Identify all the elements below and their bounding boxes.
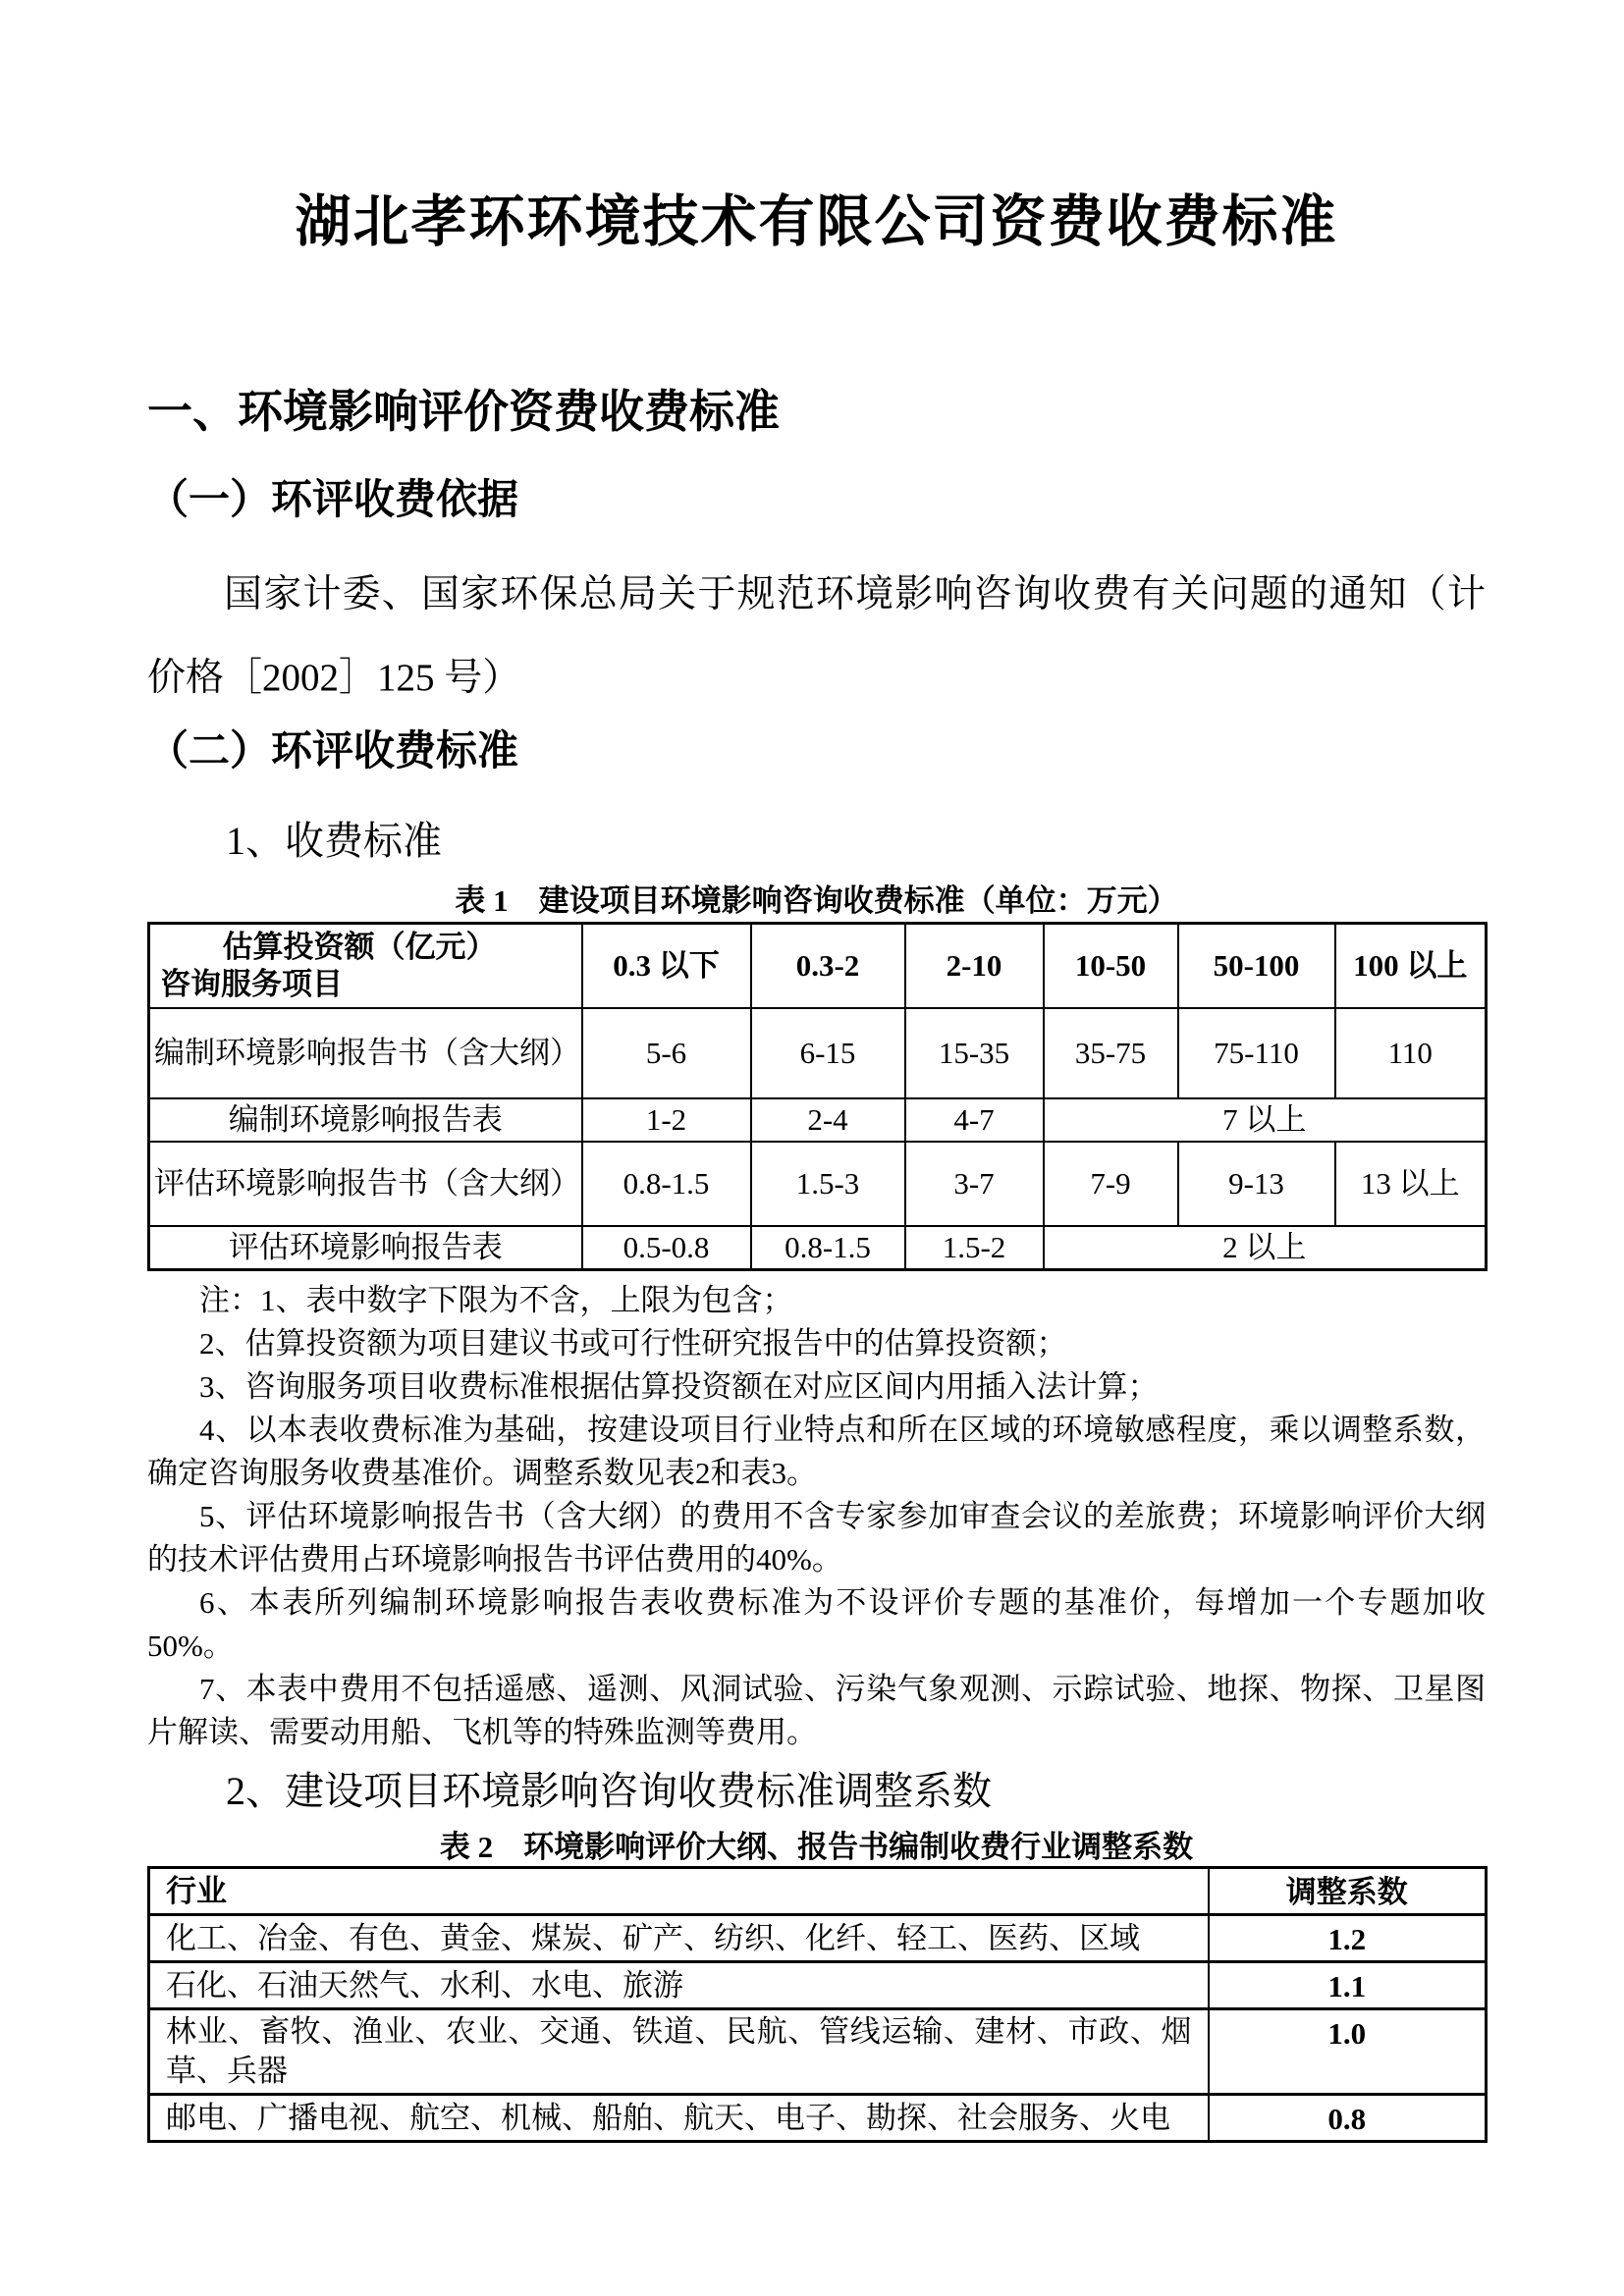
table1-cell: 1-2 — [582, 1098, 751, 1142]
table1-cell: 15-35 — [905, 1008, 1044, 1098]
coefficient-cell: 1.0 — [1209, 2009, 1487, 2095]
table1-col-header: 10-50 — [1044, 924, 1178, 1009]
table1-row — [149, 1142, 1487, 1226]
table1-cell: 7-9 — [1044, 1142, 1178, 1226]
table2-col-header-industry: 行业 — [149, 1868, 1209, 1915]
table1-cell: 110 — [1335, 1008, 1487, 1098]
table2-caption: 表 2 环境影响评价大纲、报告书编制收费行业调整系数 — [439, 1830, 1194, 1864]
table1-cell: 4-7 — [905, 1098, 1044, 1142]
table1-corner-cell — [149, 924, 582, 1009]
table1-cell: 5-6 — [582, 1008, 751, 1098]
table1-cell: 1.5-2 — [905, 1226, 1044, 1270]
table1-col-header: 50-100 — [1178, 924, 1335, 1009]
table1-row-label: 编制环境影响报告书（含大纲） — [149, 1008, 582, 1098]
paragraph-fee-basis: 国家计委、国家环保总局关于规范环境影响咨询收费有关问题的通知（计价格［2002］125 号） — [147, 573, 1486, 699]
industry-cell: 石化、石油天然气、水利、水电、旅游 — [149, 1962, 1209, 2009]
table1-cell: 1.5-3 — [751, 1142, 905, 1226]
table1-cell: 75-110 — [1178, 1008, 1335, 1098]
table2-row — [149, 2009, 1487, 2095]
table1-caption: 表 1 建设项目环境影响咨询收费标准（单位：万元） — [455, 883, 1178, 918]
table2-header-row — [149, 1868, 1487, 1915]
industry-coefficient-table — [147, 1866, 1488, 2143]
table1-cell: 0.8-1.5 — [751, 1226, 905, 1270]
table1-note-5: 5、评估环境影响报告书（含大纲）的费用不含专家参加审查会议的差旅费；环境影响评价大纲的技术评估费用占环境影响报告书评估费用的40%。 — [147, 1499, 1486, 1576]
table1-row-label: 评估环境影响报告书（含大纲） — [149, 1142, 582, 1226]
table1-cell: 0.8-1.5 — [582, 1142, 751, 1226]
table1-note-3: 3、咨询服务项目收费标准根据估算投资额在对应区间内用插入法计算； — [199, 1369, 1159, 1404]
coefficient-cell: 0.8 — [1209, 2095, 1487, 2142]
table1-row-label: 评估环境影响报告表 — [149, 1226, 582, 1270]
corner-label-investment: 估算投资额（亿元） — [222, 930, 497, 964]
table1-cell: 0.5-0.8 — [582, 1226, 751, 1270]
coefficient-cell: 1.1 — [1209, 1962, 1487, 2009]
industry-cell: 化工、冶金、有色、黄金、煤炭、矿产、纺织、化纤、轻工、医药、区域 — [149, 1915, 1209, 1962]
table2-row — [149, 2095, 1487, 2142]
table1-cell: 2-4 — [751, 1098, 905, 1142]
table1-merged-cell: 7 以上 — [1044, 1098, 1487, 1142]
table1-note-7: 7、本表中费用不包括遥感、遥测、风洞试验、污染气象观测、示踪试验、地探、物探、卫星图片解读、需要动用船、飞机等的特殊监测等费用。 — [147, 1672, 1486, 1749]
industry-cell: 林业、畜牧、渔业、农业、交通、铁道、民航、管线运输、建材、市政、烟草、兵器 — [149, 2009, 1209, 2095]
table1-note-2: 2、估算投资额为项目建议书或可行性研究报告中的估算投资额； — [199, 1326, 1067, 1361]
table1-row — [149, 1008, 1487, 1098]
corner-label-service: 咨询服务项目 — [160, 967, 343, 1001]
table1-cell: 6-15 — [751, 1008, 905, 1098]
table1-note-1: 注：1、表中数字下限为不含，上限为包含； — [199, 1283, 793, 1317]
table1-row — [149, 1098, 1487, 1142]
industry-cell: 邮电、广播电视、航空、机械、船舶、航天、电子、勘探、社会服务、火电 — [149, 2095, 1209, 2142]
table1-header-row — [149, 924, 1487, 1009]
item-heading-fee-standard: 1、收费标准 — [226, 819, 442, 863]
subsection-heading-fee-standard: （二）环评收费标准 — [147, 729, 519, 774]
table1-cell: 3-7 — [905, 1142, 1044, 1226]
table1-row-label: 编制环境影响报告表 — [149, 1098, 582, 1142]
table2-col-header-coefficient: 调整系数 — [1209, 1868, 1487, 1915]
table1-cell: 13 以上 — [1335, 1142, 1487, 1226]
table1-notes — [147, 1279, 1486, 1754]
fee-standard-table — [147, 922, 1488, 1271]
table1-note-6: 6、本表所列编制环境影响报告表收费标准为不设评价专题的基准价，每增加一个专题加收50%。 — [147, 1585, 1486, 1663]
subsection-heading-fee-basis: （一）环评收费依据 — [147, 478, 519, 523]
table1-col-header: 0.3-2 — [751, 924, 905, 1009]
table1-merged-cell: 2 以上 — [1044, 1226, 1487, 1270]
item-heading-adjust-coefficient: 2、建设项目环境影响咨询收费标准调整系数 — [226, 1769, 992, 1813]
table2-row — [149, 1915, 1487, 1962]
table1-cell: 9-13 — [1178, 1142, 1335, 1226]
table1-cell: 35-75 — [1044, 1008, 1178, 1098]
table2-row — [149, 1962, 1487, 2009]
table1-col-header: 2-10 — [905, 924, 1044, 1009]
table1-col-header: 100 以上 — [1335, 924, 1487, 1009]
section-heading-eia-fees: 一、环境影响评价资费收费标准 — [147, 387, 780, 437]
table1-row — [149, 1226, 1487, 1270]
table1-col-header: 0.3 以下 — [582, 924, 751, 1009]
doc-title: 湖北孝环环境技术有限公司资费收费标准 — [295, 191, 1338, 253]
coefficient-cell: 1.2 — [1209, 1915, 1487, 1962]
table1-note-4: 4、以本表收费标准为基础，按建设项目行业特点和所在区域的环境敏感程度，乘以调整系数，确定咨询服务收费基准价。调整系数见表2和表3。 — [147, 1413, 1486, 1490]
